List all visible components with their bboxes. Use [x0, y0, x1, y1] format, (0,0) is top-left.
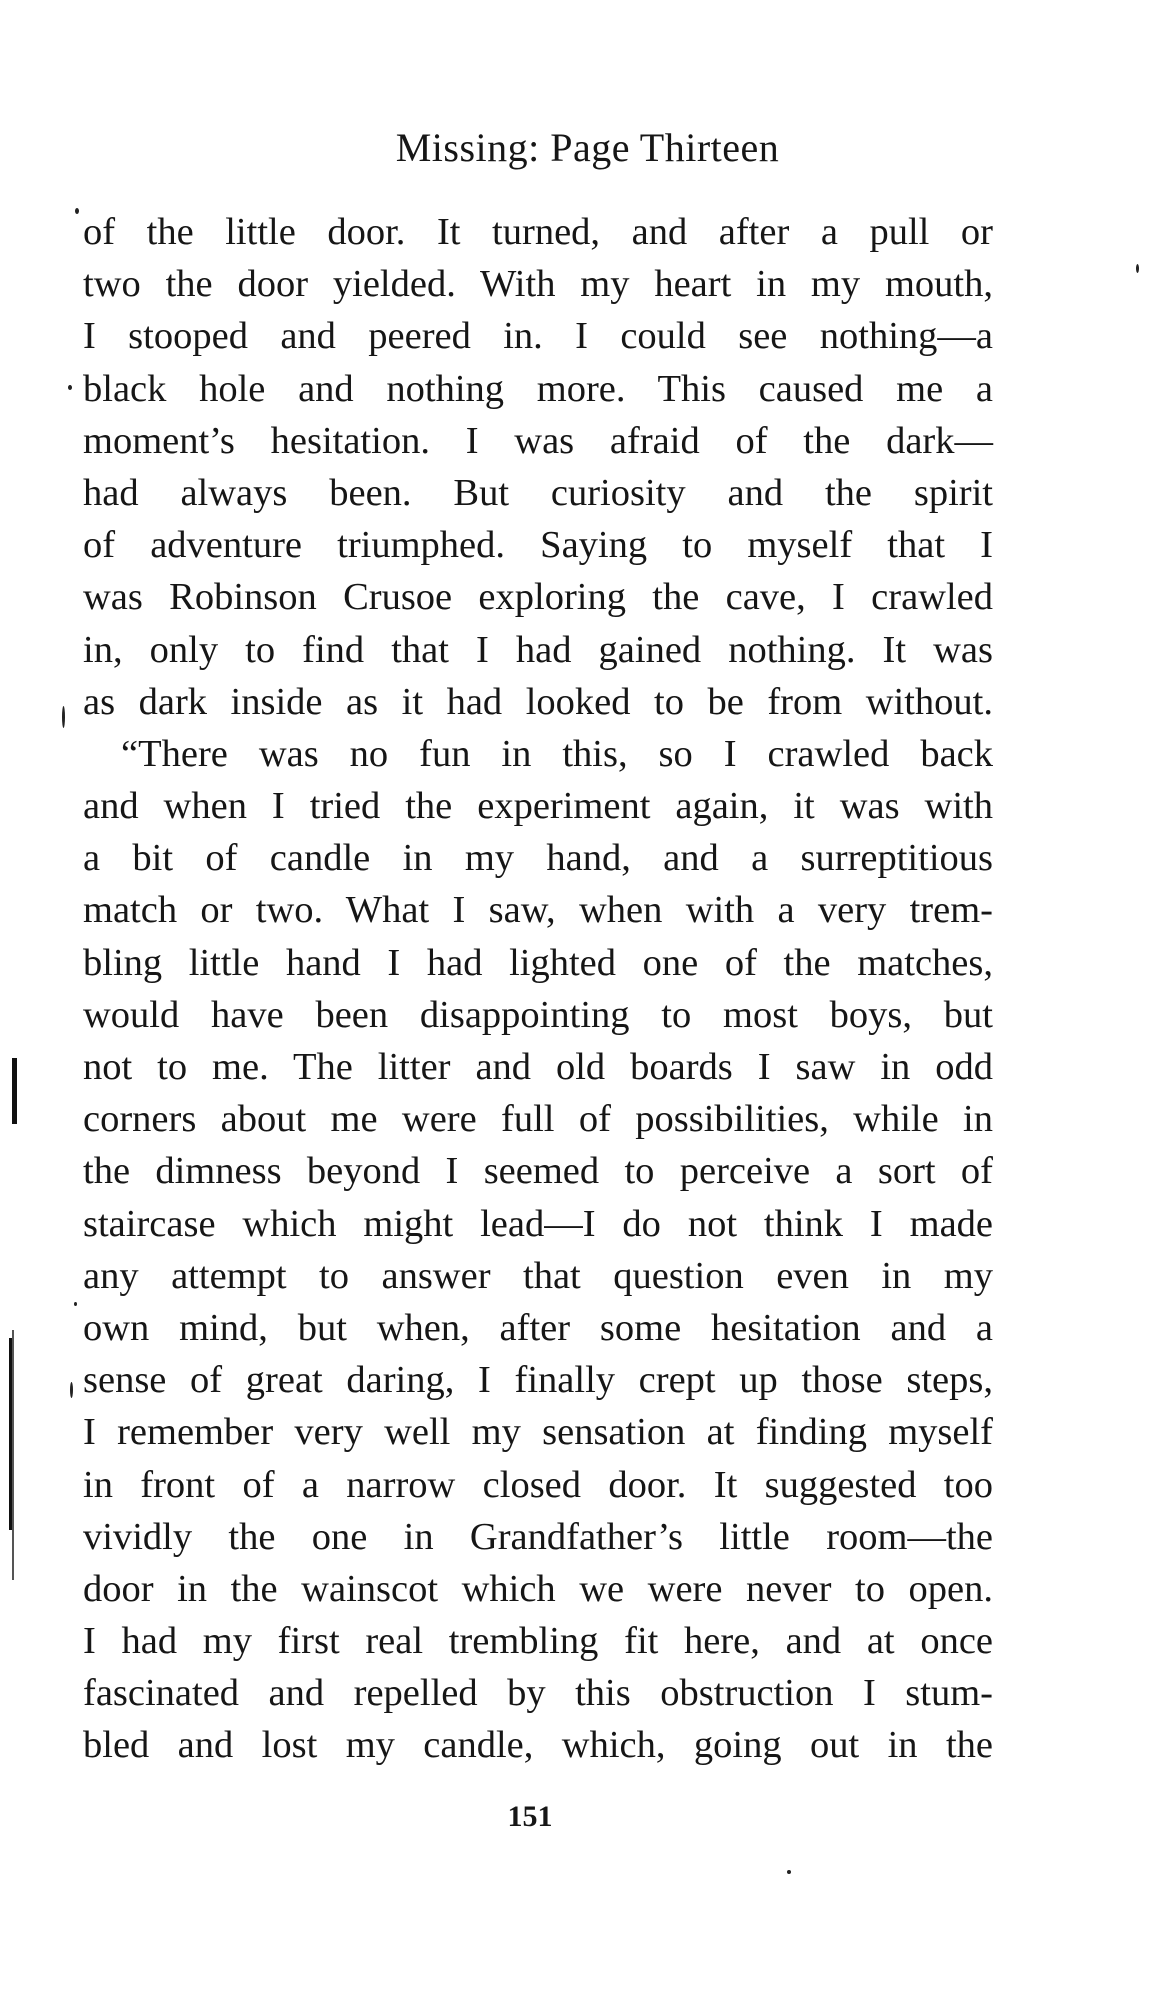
text-line: in, only to find that I had gained nothing. It was: [83, 628, 993, 671]
text-line: sense of great daring, I finally crept up those steps,: [83, 1359, 993, 1402]
text-line: and when I tried the experiment again, it was with: [83, 785, 993, 828]
text-line: any attempt to answer that question even in my: [83, 1254, 993, 1297]
scan-speck: [68, 385, 72, 390]
scan-speck: [1136, 264, 1139, 273]
scan-speck: [74, 1302, 77, 1306]
scan-speck: [70, 1382, 73, 1398]
text-line: vividly the one in Grandfather’s little room—the: [83, 1515, 993, 1558]
text-line: a bit of candle in my hand, and a surreptitious: [83, 837, 993, 880]
scan-speck: [62, 706, 65, 728]
text-line: the dimness beyond I seemed to perceive a sort of: [83, 1150, 993, 1193]
text-line: in front of a narrow closed door. It suggested too: [83, 1463, 993, 1506]
text-line: had always been. But curiosity and the spirit: [83, 471, 993, 514]
text-line: not to me. The litter and old boards I saw in odd: [83, 1046, 993, 1088]
text-line: staircase which might lead—I do not think I made: [83, 1202, 993, 1245]
text-line: door in the wainscot which we were never to open.: [83, 1567, 993, 1610]
text-line: I remember very well my sensation at finding myself: [83, 1411, 993, 1454]
body-text: [83, 206, 993, 1772]
text-line: was Robinson Crusoe exploring the cave, I crawled: [83, 576, 993, 619]
text-line: black hole and nothing more. This caused me a: [83, 367, 993, 410]
text-line: corners about me were full of possibilities, while in: [83, 1098, 993, 1141]
text-line: of adventure triumphed. Saying to myself that I: [83, 524, 993, 567]
scan-speck: [75, 208, 79, 214]
running-head: Missing: Page Thirteen: [395, 125, 780, 170]
scan-mark: [12, 1058, 17, 1124]
text-line: would have been disappointing to most boys, but: [83, 993, 993, 1036]
text-line: two the door yielded. With my heart in my mouth,: [83, 263, 993, 306]
page-number: 151: [507, 1800, 553, 1833]
text-line: own mind, but when, after some hesitation and a: [83, 1306, 993, 1349]
text-line: fascinated and repelled by this obstruction I stum-: [83, 1672, 993, 1715]
text-line: I had my first real trembling fit here, and at once: [83, 1620, 993, 1663]
text-line: “There was no fun in this, so I crawled back: [121, 732, 993, 775]
text-line: as dark inside as it had looked to be from without.: [83, 680, 993, 723]
text-line: bled and lost my candle, which, going out in the: [83, 1724, 993, 1767]
text-line: I stooped and peered in. I could see nothing—a: [83, 315, 993, 358]
scan-speck: [787, 1870, 791, 1874]
text-line: match or two. What I saw, when with a very trem-: [83, 889, 993, 932]
scan-mark: [12, 1330, 14, 1580]
text-line: of the little door. It turned, and after a pull or: [83, 211, 993, 253]
text-line: moment’s hesitation. I was afraid of the dark—: [83, 419, 993, 462]
text-line: bling little hand I had lighted one of the matches,: [83, 941, 993, 984]
